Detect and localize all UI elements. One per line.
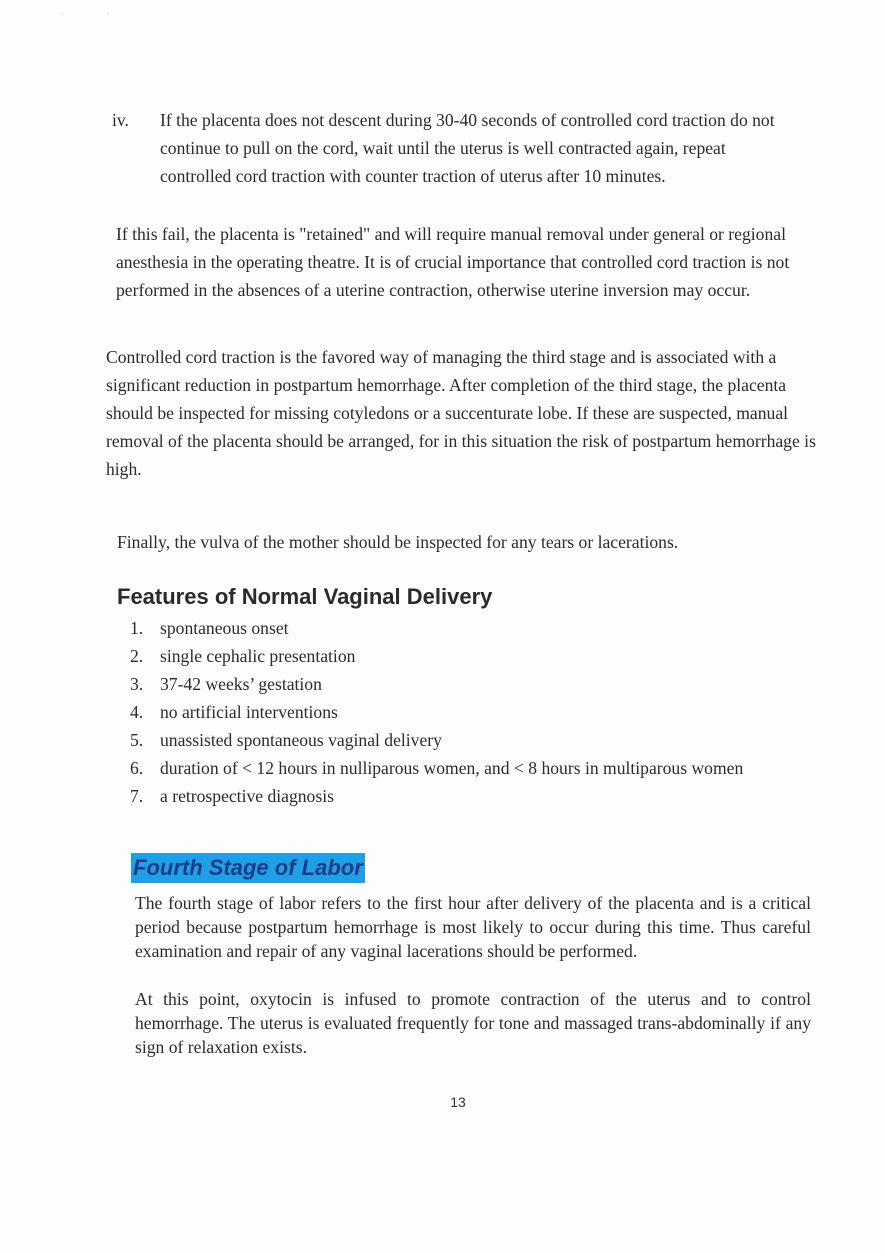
list-item-text: no artificial interventions [160, 702, 338, 722]
scan-artifact: · · [60, 10, 130, 21]
list-item-text: single cephalic presentation [160, 646, 356, 666]
list-item-number: 2. [130, 646, 144, 666]
section-heading-fourth-stage: Fourth Stage of Labor [131, 853, 365, 883]
paragraph-controlled-cord-traction: Controlled cord traction is the favored way of managing the third stage and is associated with a significant reduction in postpartum hemorrhage. After completion of the third stage, the placenta should be inspected for missing cotyledons or a succenturate lobe. If these are suspected, manual removal of the placenta should be arranged, for in this situation the risk of postpartum hemorrhage is high. [106, 347, 816, 479]
list-item [130, 698, 810, 726]
list-item-number: 4. [130, 702, 144, 722]
paragraph-vulva-inspection: Finally, the vulva of the mother should be inspected for any tears or lacerations. [117, 532, 679, 552]
list-item-number: 7. [130, 786, 144, 806]
list-item-text: spontaneous onset [160, 618, 289, 638]
roman-list-marker: iv. [112, 110, 129, 130]
list-item-text: duration of < 12 hours in nulliparous women, and < 8 hours in multiparous women [160, 758, 744, 778]
list-item [130, 782, 810, 810]
list-item-number: 6. [130, 758, 144, 778]
paragraph-retained-placenta: If this fail, the placenta is "retained" and will require manual removal under general or regional anesthesia in the operating theatre. It is of crucial importance that controlled cord traction is not performed in the absences of a uterine contraction, otherwise uterine inversion may occur. [116, 224, 790, 300]
roman-list-text: If the placenta does not descent during 30-40 seconds of controlled cord traction do not continue to pull on the cord, wait until the uterus is well contracted again, repeat controlled cord traction with counter traction of uterus after 10 minutes. [160, 110, 775, 186]
page-number: 13 [450, 1094, 466, 1110]
list-item-number: 5. [130, 730, 144, 750]
list-item-text: a retrospective diagnosis [160, 786, 334, 806]
list-item [130, 754, 810, 782]
list-item-number: 1. [130, 618, 144, 638]
list-item [130, 670, 810, 698]
list-item [130, 614, 810, 642]
list-item [130, 642, 810, 670]
features-list [130, 614, 810, 810]
list-item-text: unassisted spontaneous vaginal delivery [160, 730, 442, 750]
list-item-text: 37-42 weeks’ gestation [160, 674, 322, 694]
list-item [130, 726, 810, 754]
paragraph-fourth-stage: The fourth stage of labor refers to the first hour after delivery of the placenta and is a critical period because postpartum hemorrhage is most likely to occur during this time. Thus careful examination and repair of any vaginal lacerations should be performed. [135, 893, 811, 961]
section-heading-features: Features of Normal Vaginal Delivery [117, 584, 493, 609]
list-item-number: 3. [130, 674, 144, 694]
paragraph-oxytocin: At this point, oxytocin is infused to promote contraction of the uterus and to control hemorrhage. The uterus is evaluated frequently for tone and massaged trans-abdominally if any sign of relaxation exists. [135, 989, 811, 1057]
